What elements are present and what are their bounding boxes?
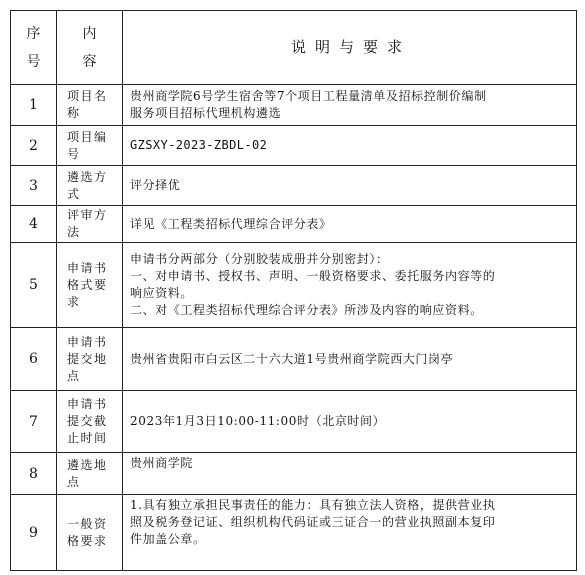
desc-line: GZSXY-2023-ZBDL-02 (130, 138, 268, 152)
row-number: 1 (11, 85, 57, 126)
row-number: 6 (11, 328, 57, 391)
row-description (123, 85, 577, 126)
header-item-cell (57, 11, 123, 85)
row-item: 申请书提交地点 (57, 328, 123, 391)
desc-line: 二、对《工程类招标代理综合评分表》所涉及内容的响应资料。 (130, 303, 483, 317)
header-item-line2: 容 (82, 53, 97, 70)
header-no-line1: 序 (26, 25, 41, 42)
table-header-row (11, 11, 577, 85)
requirements-table (10, 10, 577, 571)
row-item: 遴选地点 (57, 453, 123, 495)
desc-line: 照及税务登记证、组织机构代码证或三证合一的营业执照副本复印 (130, 515, 496, 529)
row-description (123, 166, 577, 206)
desc-line: 1.具有独立承担民事责任的能力：具有独立法人资格，提供营业执 (130, 498, 496, 512)
desc-line: 贵州商学院6号学生宿舍等7个项目工程量清单及招标控制价编制 (130, 89, 487, 103)
table-row (11, 206, 577, 243)
table-row (11, 453, 577, 495)
row-number: 9 (11, 495, 57, 571)
row-item: 项目名称 (57, 85, 123, 126)
table-row (11, 243, 577, 328)
desc-line: 详见《工程类招标代理综合评分表》 (130, 216, 332, 231)
row-item: 申请书提交截止时间 (57, 391, 123, 453)
row-description (123, 126, 577, 166)
desc-line: 申请书分两部分（分别胶装成册并分别密封）： (130, 252, 389, 266)
header-item-line1: 内 (82, 25, 97, 42)
header-no-line2: 号 (26, 53, 41, 70)
header-desc-cell: 说明与要求 (123, 11, 577, 85)
table-row (11, 391, 577, 453)
requirements-table-wrapper (10, 10, 577, 571)
row-item: 一般资格要求 (57, 495, 123, 571)
row-number: 5 (11, 243, 57, 328)
row-item: 申请书格式要求 (57, 243, 123, 328)
desc-line: 件加盖公章。 (130, 532, 206, 546)
row-description (123, 328, 577, 391)
desc-line: 一、对申请书、授权书、声明、一般资格要求、委托服务内容等的 (130, 269, 496, 283)
row-description (123, 453, 577, 495)
row-item: 评审方法 (57, 206, 123, 243)
table-row (11, 328, 577, 391)
header-no-cell (11, 11, 57, 85)
row-item: 项目编号 (57, 126, 123, 166)
row-description (123, 391, 577, 453)
desc-line: 贵州省贵阳市白云区二十六大道1号贵州商学院西大门岗亭 (130, 351, 454, 366)
table-row (11, 495, 577, 571)
row-item: 遴选方式 (57, 166, 123, 206)
row-description (123, 495, 577, 571)
desc-line: 贵州商学院 (130, 456, 194, 470)
table-row (11, 85, 577, 126)
row-number: 3 (11, 166, 57, 206)
desc-line: 响应资料。 (130, 286, 194, 300)
row-description (123, 206, 577, 243)
desc-line: 2023年1月3日10:00-11:00时（北京时间） (130, 414, 386, 428)
desc-line: 服务项目招标代理机构遴选 (130, 106, 282, 120)
desc-line: 评分择优 (130, 178, 181, 192)
table-row (11, 166, 577, 206)
row-number: 7 (11, 391, 57, 453)
row-description (123, 243, 577, 328)
row-number: 8 (11, 453, 57, 495)
row-number: 2 (11, 126, 57, 166)
row-number: 4 (11, 206, 57, 243)
table-row (11, 126, 577, 166)
